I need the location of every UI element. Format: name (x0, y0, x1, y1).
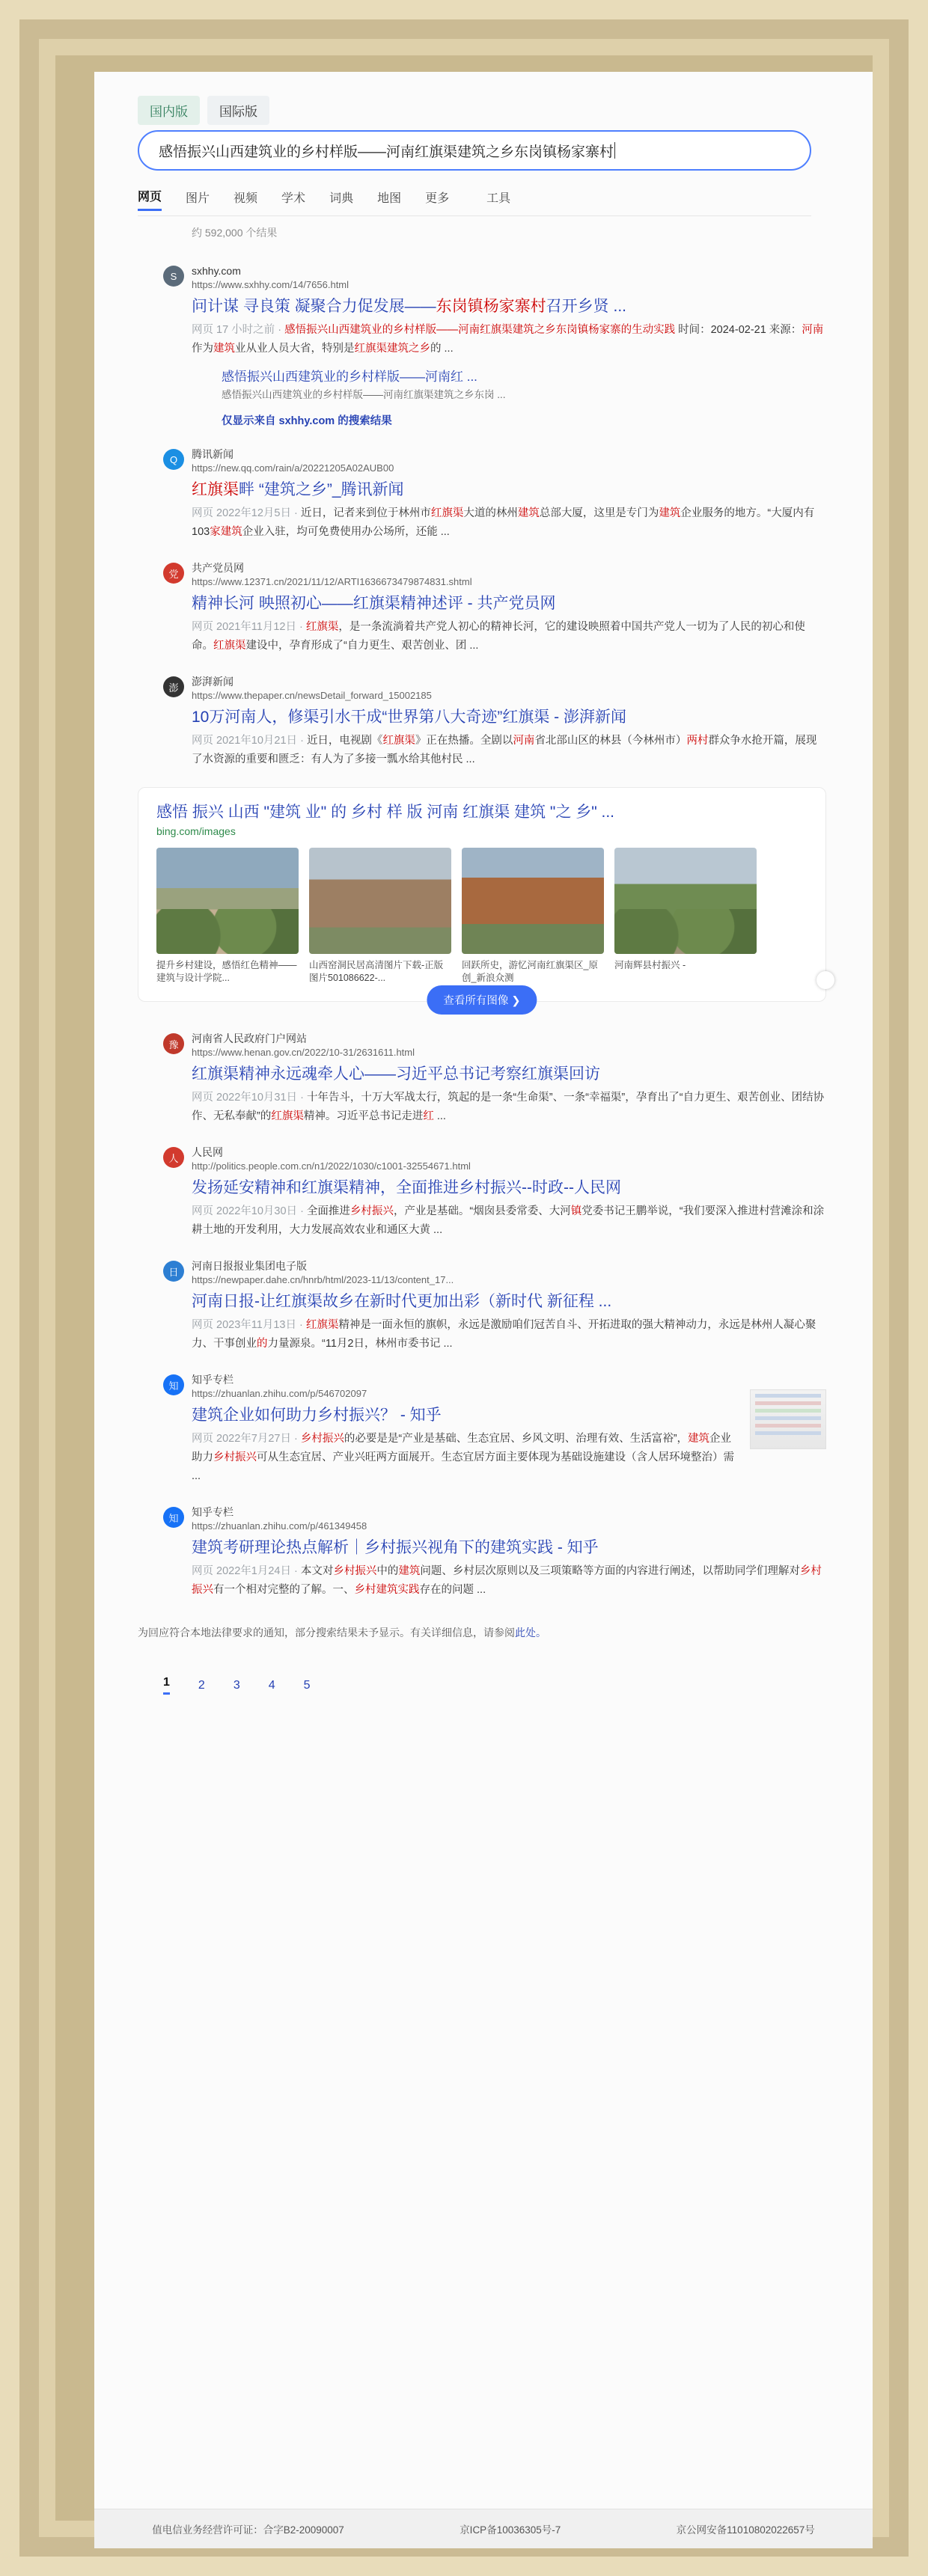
search-results-page (94, 72, 873, 2548)
title-seg: 畔 “建筑之乡”_腾讯新闻 (239, 481, 404, 498)
search-result (138, 1495, 826, 1604)
nav-academic[interactable]: 学术 (281, 192, 306, 205)
snippet-seg: 乡村振兴 (349, 1205, 394, 1217)
snippet-seg: 存在的问题 ... (419, 1584, 486, 1596)
result-snippet (192, 618, 826, 655)
news-icon: 日 (163, 1261, 184, 1282)
snippet-seg: 建筑 (398, 1565, 421, 1577)
search-result (138, 1362, 826, 1490)
snippet-seg: 企业入驻，均可免费使用办公场所，还能 ... (242, 526, 450, 538)
result-url[interactable]: https://newpaper.dahe.cn/hnrb/html/2023-11/13/content_17... (192, 1274, 454, 1285)
snippet-seg: 企业助力 (192, 1433, 732, 1463)
result-url[interactable]: https://www.12371.cn/2021/11/12/ARTI1636673479874831.shtml (192, 576, 472, 587)
title-seg: 发扬延安精神和红旗渠精神，全面推进乡村振兴--时政--人民网 (192, 1179, 621, 1196)
footer-police-record: 京公网安备11010802022657号 (676, 2524, 815, 2536)
legal-notice-text: 为回应符合本地法律要求的通知，部分搜索结果未予显示。有关详细信息，请参阅 (138, 1627, 515, 1639)
search-input[interactable] (138, 130, 811, 171)
nav-images[interactable]: 图片 (186, 192, 210, 205)
image-thumbnail[interactable] (309, 848, 451, 985)
page-4-button[interactable]: 4 (268, 1678, 275, 1692)
results-list (138, 225, 826, 1695)
snippet-seg: 全面推进 (306, 1205, 350, 1217)
thumb-line (755, 1424, 821, 1428)
snippet-seg: 红旗渠 (213, 640, 246, 652)
result-url[interactable]: https://www.sxhhy.com/14/7656.html (192, 279, 349, 290)
sub-result (222, 367, 826, 403)
thumbnail-image (156, 848, 299, 954)
snippet-seg: 乡村建筑实践 (354, 1584, 420, 1596)
result-source: 河南省人民政府门户网站 (192, 1032, 307, 1044)
snippet-meta: 网页 2022年7月27日 · (192, 1433, 298, 1445)
search-result (138, 1135, 826, 1244)
zhihu-icon: 知 (163, 1507, 184, 1528)
search-vertical-nav (138, 183, 811, 216)
thumb-line (755, 1409, 821, 1413)
tab-international[interactable]: 国际版 (207, 96, 269, 125)
legal-notice-link[interactable]: 此处。 (515, 1627, 546, 1639)
search-result (138, 1249, 826, 1358)
carousel-next-button[interactable] (816, 971, 834, 989)
thumbnail-caption: 回跃所史，游忆河南红旗渠区_原创_新浪众测 (462, 960, 598, 983)
snippet-seg: 感悟振兴山西建筑业的乡村样版——河南红旗渠建筑之乡东岗镇杨家寨的生动实践 (284, 324, 676, 336)
result-snippet (192, 1202, 826, 1240)
search-result (138, 254, 826, 432)
snippet-seg: 问题、乡村层次原则以及三项策略等方面的内容进行阐述，以帮助同学们理解对 (420, 1565, 800, 1577)
thumb-line (755, 1416, 821, 1420)
title-seg: 建筑企业如何助力乡村振兴？ - 知乎 (192, 1407, 442, 1424)
result-source: 腾讯新闻 (192, 448, 233, 460)
nav-tools[interactable]: 工具 (486, 192, 511, 205)
result-title[interactable] (192, 1291, 826, 1313)
snippet-seg: 中的 (376, 1565, 399, 1577)
foliage-decoration (614, 909, 757, 954)
snippet-seg: 本文对 (300, 1565, 334, 1577)
snippet-seg: 红旗渠建筑之乡 (354, 343, 430, 355)
result-title[interactable] (192, 593, 826, 615)
result-count: 约 592,000 个结果 (192, 227, 278, 239)
search-query-text: 感悟振兴山西建筑业的乡村样版——河南红旗渠建筑之乡东岗镇杨家寨村 (159, 144, 614, 160)
result-url[interactable]: https://zhuanlan.zhihu.com/p/461349458 (192, 1520, 367, 1532)
search-result (138, 551, 826, 660)
title-seg: 红旗渠精神永远魂牵人心——习近平总书记考察红旗渠回访 (192, 1065, 600, 1083)
thumbnail-caption: 河南辉县村振兴 - (614, 960, 686, 970)
snippet-meta: 网页 17 小时之前 · (192, 324, 282, 336)
footer-license: 值电信业务经营许可证：合字B2-20090007 (152, 2524, 344, 2536)
snippet-seg: 红旗渠 (430, 507, 464, 519)
result-url[interactable]: https://www.thepaper.cn/newsDetail_forward_15002185 (192, 690, 432, 701)
result-snippet (192, 732, 826, 769)
result-title[interactable] (192, 1537, 826, 1559)
sub-result-title[interactable]: 感悟振兴山西建筑业的乡村样版——河南红 ... (222, 370, 477, 384)
nav-videos[interactable]: 视频 (233, 192, 258, 205)
thumb-line (755, 1431, 821, 1435)
snippet-seg: 乡村振兴 (192, 1565, 822, 1596)
snippet-seg: 河南 (513, 735, 535, 747)
image-results-card (138, 787, 826, 1007)
result-title[interactable] (192, 1177, 826, 1199)
title-seg: 问计谋 寻良策 凝聚合力促发展—— (192, 298, 436, 315)
paper-icon: 澎 (163, 676, 184, 697)
nav-maps[interactable]: 地图 (377, 192, 402, 205)
snippet-seg: ，是一条流淌着共产党人初心的精神长河，它的建设映照着中国共产党人一切为了人民的初心和使命。 (192, 621, 805, 652)
snippet-seg: 建筑 (213, 343, 235, 355)
title-seg: 建筑考研理论热点解析｜乡村振兴视角下的建筑实践 - 知乎 (192, 1539, 599, 1556)
result-thumbnail[interactable] (750, 1389, 826, 1449)
snippet-seg: 红旗渠 (305, 621, 339, 633)
title-seg-highlight: 红旗渠 (192, 481, 239, 498)
snippet-seg: 近日，电视剧《 (306, 735, 383, 747)
tab-domestic[interactable]: 国内版 (138, 96, 200, 125)
snippet-meta: 网页 2022年10月31日 · (192, 1092, 304, 1104)
foliage-decoration (156, 909, 299, 954)
snippet-seg: 总部大厦，这里是专门为 (539, 507, 659, 519)
result-snippet (192, 321, 826, 358)
page-3-button[interactable]: 3 (233, 1678, 240, 1692)
flag-icon: 党 (163, 563, 184, 584)
snippet-seg: 精神是一面永恒的旗帜，永远是激励咱们冠苦自斗、开拓进取的强大精神动力，永远是林州人凝心聚力、干事创业 (192, 1319, 816, 1350)
snippet-meta: 网页 2023年11月13日 · (192, 1319, 303, 1331)
thumbnail-image (614, 848, 757, 954)
result-snippet (192, 1430, 826, 1486)
legal-notice (138, 1624, 826, 1642)
result-snippet (192, 1316, 826, 1353)
snippet-seg: 河南 (802, 324, 824, 336)
snippet-seg: 乡村振兴 (300, 1433, 344, 1445)
title-seg: 精神长河 映照初心——红旗渠精神述评 - 共产党员网 (192, 595, 556, 612)
snippet-seg: 红 (423, 1110, 434, 1122)
image-thumbnail[interactable] (462, 848, 604, 985)
snippet-seg: 红旗渠 (271, 1110, 304, 1122)
snippet-seg: 家建筑 (210, 526, 242, 538)
snippet-seg: 作为 (192, 343, 213, 355)
image-thumbnail[interactable] (614, 848, 757, 985)
snippet-seg: 有一个相对完整的了解。一、 (213, 1584, 355, 1596)
snippet-meta: 网页 2022年1月24日 · (192, 1565, 298, 1577)
snippet-seg: 企业服务的地方。“大厦内有103 (192, 507, 815, 538)
thumbnail-caption: 山西窑洞民居高清图片下载-正版图片501086622-... (309, 960, 444, 983)
result-title[interactable] (192, 1404, 826, 1427)
result-source: 人民网 (192, 1146, 223, 1158)
title-seg: 河南日报-让红旗渠故乡在新时代更加出彩（新时代 新征程 ... (192, 1293, 612, 1310)
snippet-seg: 精神。习近平总书记走进 (303, 1110, 424, 1122)
footer-bar (94, 2509, 873, 2548)
result-source: 河南日报报业集团电子版 (192, 1260, 307, 1272)
snippet-seg: 时间：2024-02-21 来源： (675, 324, 802, 336)
snippet-seg: 的必要是是“产业是基础、生态宜居、乡风文明、治理有效、生活富裕”， (344, 1433, 689, 1445)
snippet-seg: 红旗渠 (305, 1319, 339, 1331)
thumb-line (755, 1401, 821, 1405)
search-result (138, 664, 826, 774)
snippet-seg: 乡村振兴 (213, 1451, 257, 1463)
snippet-seg: 乡村振兴 (333, 1565, 377, 1577)
snippet-seg: ，产业是基础。“烟囱县委常委、大河 (393, 1205, 571, 1217)
thumbnail-caption: 提升乡村建设，感悟红色精神——建筑与设计学院... (156, 960, 297, 983)
people-icon: 人 (163, 1147, 184, 1168)
snippet-seg: 的 (257, 1338, 268, 1350)
search-result (138, 1021, 826, 1131)
text-caret (614, 142, 615, 159)
snippet-seg: 的 ... (430, 343, 454, 355)
snippet-seg: 近日，记者来到位于林州市 (300, 507, 431, 519)
image-card-title[interactable]: 感悟 振兴 山西 "建筑 业" 的 乡村 样 版 河南 红旗渠 建筑 "之 乡" ... (156, 804, 615, 821)
result-url[interactable]: https://new.qq.com/rain/a/20221205A02AUB00 (192, 462, 394, 474)
snippet-seg: 省北部山区的林县（今林州市） (534, 735, 687, 747)
result-source: 知乎专栏 (192, 1374, 233, 1386)
title-seg: 10万河南人，修渠引水干成“世界第八大奇迹”红旗渠 - 澎湃新闻 (192, 709, 627, 726)
snippet-seg: 群众争水抢开篇，展现了水资源的重要和匮乏：有人为了多接一瓢水给其他村民 ... (192, 735, 817, 765)
result-title[interactable] (192, 479, 826, 501)
snippet-seg: 大道的林州 (463, 507, 518, 519)
snippet-seg: 力量源泉。“11月2日，林州市委书记 ... (267, 1338, 453, 1350)
page-5-button[interactable]: 5 (303, 1678, 311, 1692)
footer-icp: 京ICP备10036305号-7 (460, 2524, 561, 2536)
only-from-site-link[interactable]: 仅显示来自 sxhhy.com 的搜索结果 (222, 415, 392, 427)
result-source: 知乎专栏 (192, 1506, 233, 1518)
snippet-seg: 可从生态宜居、产业兴旺两方面展开。生态宜居方面主要体现为基础设施建设（含人居环境整治）需 ... (192, 1451, 734, 1482)
region-tabs (138, 96, 269, 125)
snippet-meta: 网页 2021年11月12日 · (192, 621, 303, 633)
result-url[interactable]: http://politics.people.com.cn/n1/2022/1030/c1001-32554671.html (192, 1160, 471, 1172)
result-source: sxhhy.com (192, 265, 241, 277)
image-thumbnail[interactable] (156, 848, 299, 985)
result-snippet (192, 1089, 826, 1126)
search-result (138, 437, 826, 546)
snippet-seg: 业从业人员大省，特别是 (235, 343, 355, 355)
snippet-meta: 网页 2021年10月21日 · (192, 735, 304, 747)
browser-page (94, 72, 873, 2548)
sub-result-snippet: 感悟振兴山西建筑业的乡村样版——河南红旗渠建筑之乡东岗 ... (222, 389, 506, 400)
page-2-button[interactable]: 2 (198, 1678, 205, 1692)
thumbnail-image (462, 848, 604, 954)
result-snippet (192, 504, 826, 542)
nav-dictionary[interactable]: 词典 (329, 192, 354, 205)
result-source: 共产党员网 (192, 562, 244, 574)
snippet-seg: 党委书记王鹏举说，“我们要深入推进村营滩涂和涂耕土地的开发利用，大力发展高效农业和通区大黄 ... (192, 1205, 825, 1236)
snippet-seg: ... (433, 1110, 446, 1122)
nav-more[interactable]: 更多 (425, 192, 450, 205)
image-card-url[interactable]: bing.com/images (156, 825, 236, 837)
result-title[interactable] (192, 1063, 826, 1086)
image-thumbnail-row (156, 848, 808, 985)
pagination (163, 1676, 826, 1695)
thumb-line (755, 1394, 821, 1398)
snippet-seg: 红旗渠 (382, 735, 415, 747)
thumbnail-image (309, 848, 451, 954)
penguin-icon: Q (163, 449, 184, 470)
snippet-seg: 建筑 (517, 507, 540, 519)
snippet-seg: 十年告斗，十万大军战太行，筑起的是一条“生命渠”、一条“幸福渠”，孕育出了“自力更生、艰苦创业、团结协作、无私奉献”的 (192, 1092, 825, 1122)
result-url[interactable]: https://www.henan.gov.cn/2022/10-31/2631611.html (192, 1047, 415, 1058)
snippet-seg: 镇 (570, 1205, 582, 1217)
result-url[interactable]: https://zhuanlan.zhihu.com/p/546702097 (192, 1388, 367, 1399)
snippet-seg: 两村 (686, 735, 709, 747)
title-seg-highlight: 东岗镇杨家寨村 (436, 298, 546, 315)
snippet-meta: 网页 2022年12月5日 · (192, 507, 298, 519)
result-title[interactable] (192, 706, 826, 729)
title-seg: 召开乡贤 ... (546, 298, 627, 315)
zhihu-icon: 知 (163, 1374, 184, 1395)
result-source: 澎湃新闻 (192, 676, 233, 688)
snippet-seg: 建筑 (659, 507, 681, 519)
snippet-seg: 建筑 (688, 1433, 710, 1445)
result-title[interactable] (192, 296, 826, 318)
snippet-seg: 》正在热播。全剧以 (415, 735, 513, 747)
see-all-images-button[interactable]: 查看所有图像 ❯ (427, 985, 537, 1015)
nav-web[interactable]: 网页 (138, 187, 162, 211)
snippet-meta: 网页 2022年10月30日 · (192, 1205, 304, 1217)
globe-icon: S (163, 266, 184, 287)
snippet-seg: 建设中，孕育形成了“自力更生、艰苦创业、团 ... (245, 640, 479, 652)
gov-icon: 豫 (163, 1033, 184, 1054)
result-snippet (192, 1562, 826, 1600)
page-1-button[interactable]: 1 (163, 1676, 170, 1695)
